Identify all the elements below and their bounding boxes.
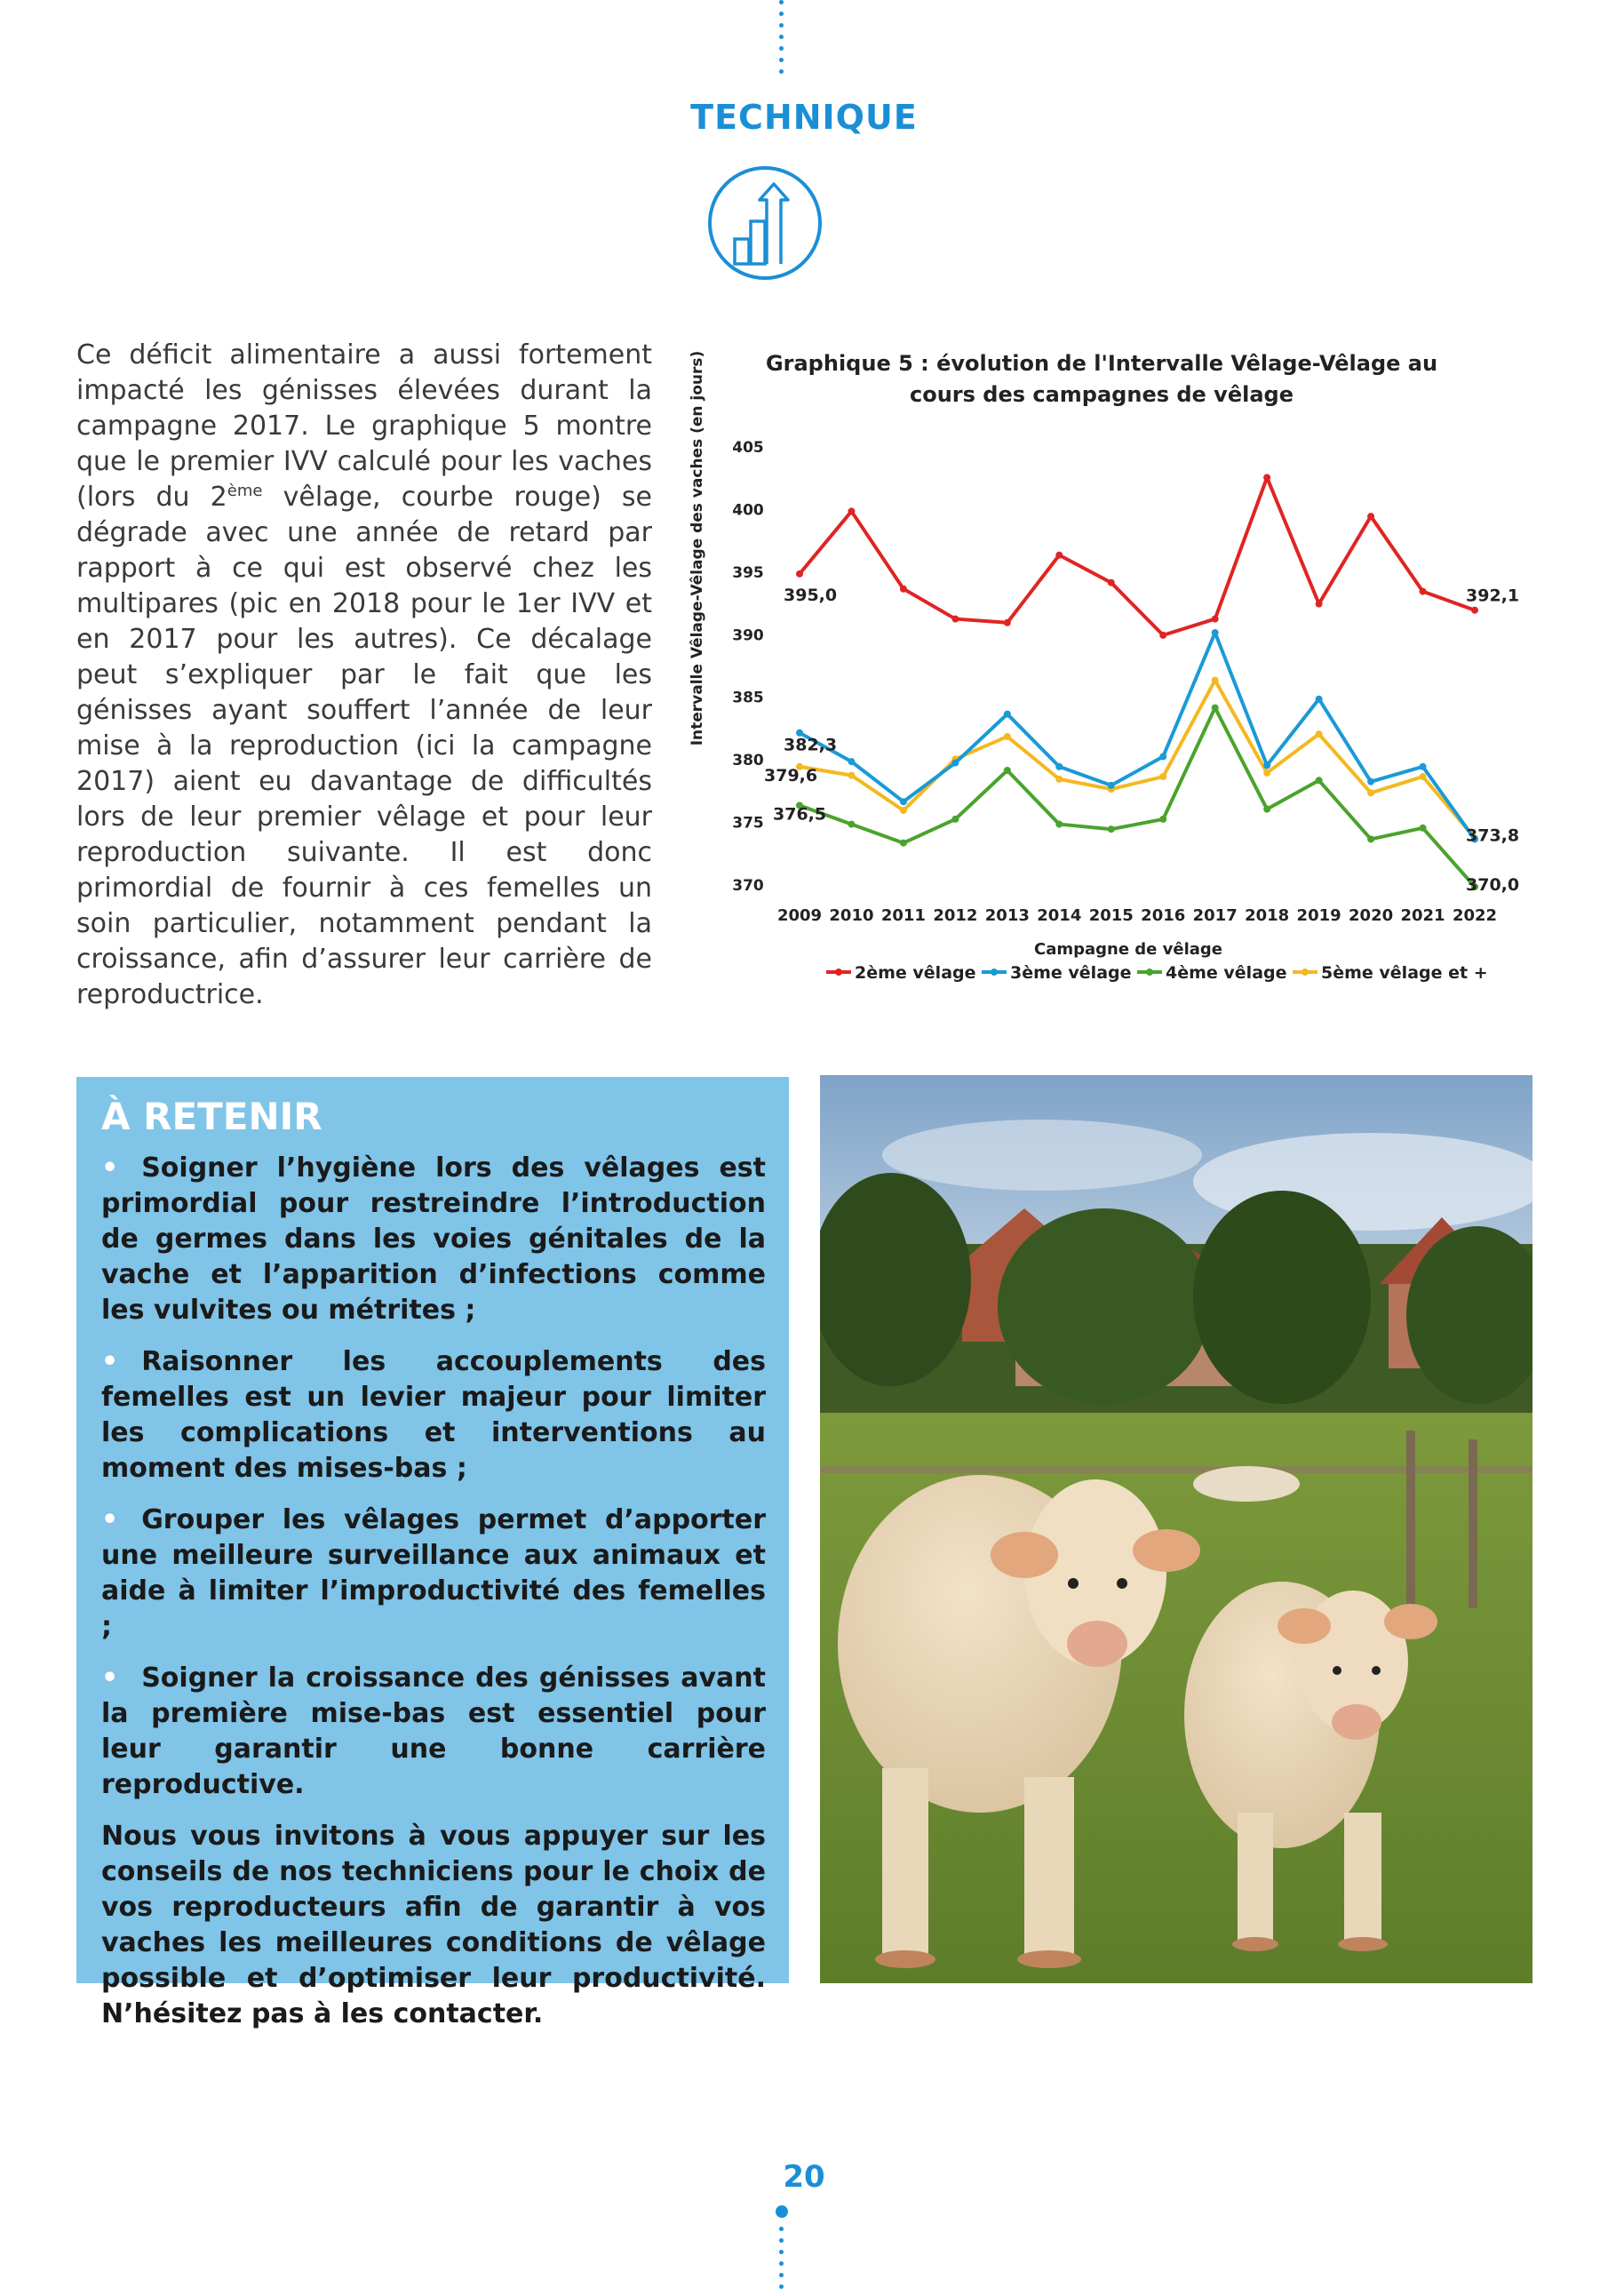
data-point [1055,552,1063,559]
data-point [1263,761,1270,769]
data-point [1108,579,1115,586]
data-point [848,507,855,514]
x-tick-label: 2011 [880,906,926,925]
data-point [1420,588,1427,595]
cattle-photo [820,1075,1532,1983]
data-point [900,807,907,814]
x-tick-label: 2020 [1349,906,1394,925]
ivv-line-chart [675,342,1546,1017]
data-label: 379,6 [764,765,818,785]
data-point [1159,632,1166,639]
x-tick-label: 2013 [984,906,1030,925]
legend-marker [1146,969,1153,976]
data-point [1263,474,1270,481]
key-point-item: • Soigner l’hygiène lors des vêlages est primordial pour restreindre l’introduction de germes dans les voies génitales de la vache et l’apparition d’infections comme les vulvites ou métrites ; [101,1152,766,1326]
data-point [900,840,907,847]
legend-label: 3ème vêlage [1010,963,1132,983]
data-point [1055,763,1063,770]
data-point [1367,513,1374,520]
data-point [1055,821,1063,828]
key-point-item: • Grouper les vêlages permet d’apporter une meilleure surveillance aux animaux et aide à limiter l’improductivité des femelles ; [101,1504,766,1642]
x-tick-label: 2014 [1037,906,1082,925]
x-tick-label: 2010 [829,906,874,925]
data-point [1420,763,1427,770]
data-point [848,758,855,765]
x-tick-label: 2012 [933,906,978,925]
legend-label: 5ème vêlage et + [1321,963,1488,983]
y-tick-label: 395 [732,563,764,582]
data-point [1367,789,1374,796]
data-point [1212,705,1219,712]
data-point [1004,767,1011,774]
x-tick-label: 2015 [1088,906,1134,925]
data-point [900,586,907,593]
data-point [1004,711,1011,718]
data-point [1420,825,1427,832]
series-line [800,681,1475,838]
x-tick-label: 2009 [776,906,823,925]
data-point [1367,778,1374,785]
data-point [951,760,959,767]
data-label: 373,8 [1466,825,1520,846]
data-point [1159,816,1166,823]
data-point [951,816,959,823]
y-tick-label: 375 [732,814,764,833]
y-tick-label: 390 [732,626,764,645]
key-points-closing: Nous vous invitons à vous appuyer sur les conseils de nos techniciens pour le choix de vos reproducteurs afin de garantir à vos vaches les meilleures conditions de vêlage possible et d’optimiser leur productivité. N’hésitez pas à les contacter. [101,1821,766,2029]
data-point [1055,776,1063,783]
section-title: TECHNIQUE [690,98,918,137]
data-point [848,821,855,828]
x-tick-label: 2019 [1296,906,1341,925]
data-label: 376,5 [773,804,827,825]
intro-paragraph: Ce déficit alimentaire a aussi fortement impacté les génisses élevées durant la campagne 2017. Le graphique 5 montre que le premier IVV calculé pour les vaches (lors du 2ème vêlage, courbe rouge) se dégrade avec une année de retard par rapport à ce qui est observé chez les multipares (pic en 2018 pour le 1er IVV et en 2017 pour les autres). Ce décalage peut s’expliquer par le fait que les génisses ayant souffert l’année de leur mise à la reproduction (ici la campagne 2017) aient eu davantage de difficultés lors de leur premier vêlage et pour leur reproduction suivante. Il est donc primordial de fournir à ces femelles un soin particulier, notamment pendant la croissance, afin d’assurer leur carrière de reproductrice. [76,339,653,1010]
data-label: 395,0 [784,585,838,605]
x-tick-label: 2021 [1400,906,1445,925]
data-label: 382,3 [784,735,838,755]
bottom-dotted-line [779,2227,784,2296]
data-point [1108,825,1115,833]
data-point [1004,733,1011,740]
key-points-box [76,1077,789,2029]
data-point [1263,806,1270,813]
data-point [1316,777,1323,784]
data-point [1159,773,1166,780]
data-label: 370,0 [1466,875,1520,895]
y-tick-label: 380 [732,752,764,770]
data-point [1316,730,1323,737]
data-point [1159,753,1166,761]
chart-title-line2: cours des campagnes de vêlage [910,382,1294,407]
y-tick-label: 370 [732,877,764,895]
chart-x-axis-label: Campagne de vêlage [1033,940,1223,959]
y-tick-label: 385 [732,689,764,707]
bottom-dot [776,2205,788,2218]
page-number: 20 [783,2159,825,2195]
legend-marker [1302,969,1309,976]
top-dotted-line [779,0,784,81]
legend-marker [835,969,842,976]
chart-title-line1: Graphique 5 : évolution de l'Intervalle Vêlage-Vêlage au [765,351,1438,376]
data-point [1420,773,1427,780]
data-point [1212,629,1219,636]
x-tick-label: 2022 [1452,906,1498,925]
series-line [800,477,1475,634]
legend-label: 4ème vêlage [1166,963,1287,983]
data-point [1212,616,1219,623]
data-point [1367,835,1374,842]
data-point [1316,696,1323,703]
data-point [1004,619,1011,626]
key-point-item: • Raisonner les accouplements des femelles est un levier majeur pour limiter les complications et interventions au moment des mises-bas ; [101,1346,766,1484]
y-tick-label: 405 [732,439,764,457]
data-point [1263,769,1270,777]
chart-y-axis-label: Intervalle Vêlage-Vêlage des vaches (en jours) [689,350,706,746]
series-line [800,708,1475,887]
y-tick-label: 400 [732,501,764,520]
key-point-item: • Soigner la croissance des génisses avant la première mise-bas est essentiel pour leur garantir une bonne carrière reproductive. [101,1662,766,1800]
data-point [1471,607,1478,614]
data-point [848,772,855,779]
x-tick-label: 2016 [1141,906,1186,925]
data-point [900,798,907,805]
x-tick-label: 2018 [1245,906,1290,925]
bar-chart-up-arrow-icon [706,164,824,282]
data-point [1212,677,1219,684]
x-tick-label: 2017 [1192,906,1238,925]
key-points-title: À RETENIR [101,1095,322,1138]
data-label: 392,1 [1466,586,1520,606]
data-point [796,570,803,578]
legend-label: 2ème vêlage [855,963,976,983]
legend-marker [991,969,998,976]
data-point [1108,782,1115,789]
data-point [951,616,959,623]
data-point [1316,601,1323,608]
